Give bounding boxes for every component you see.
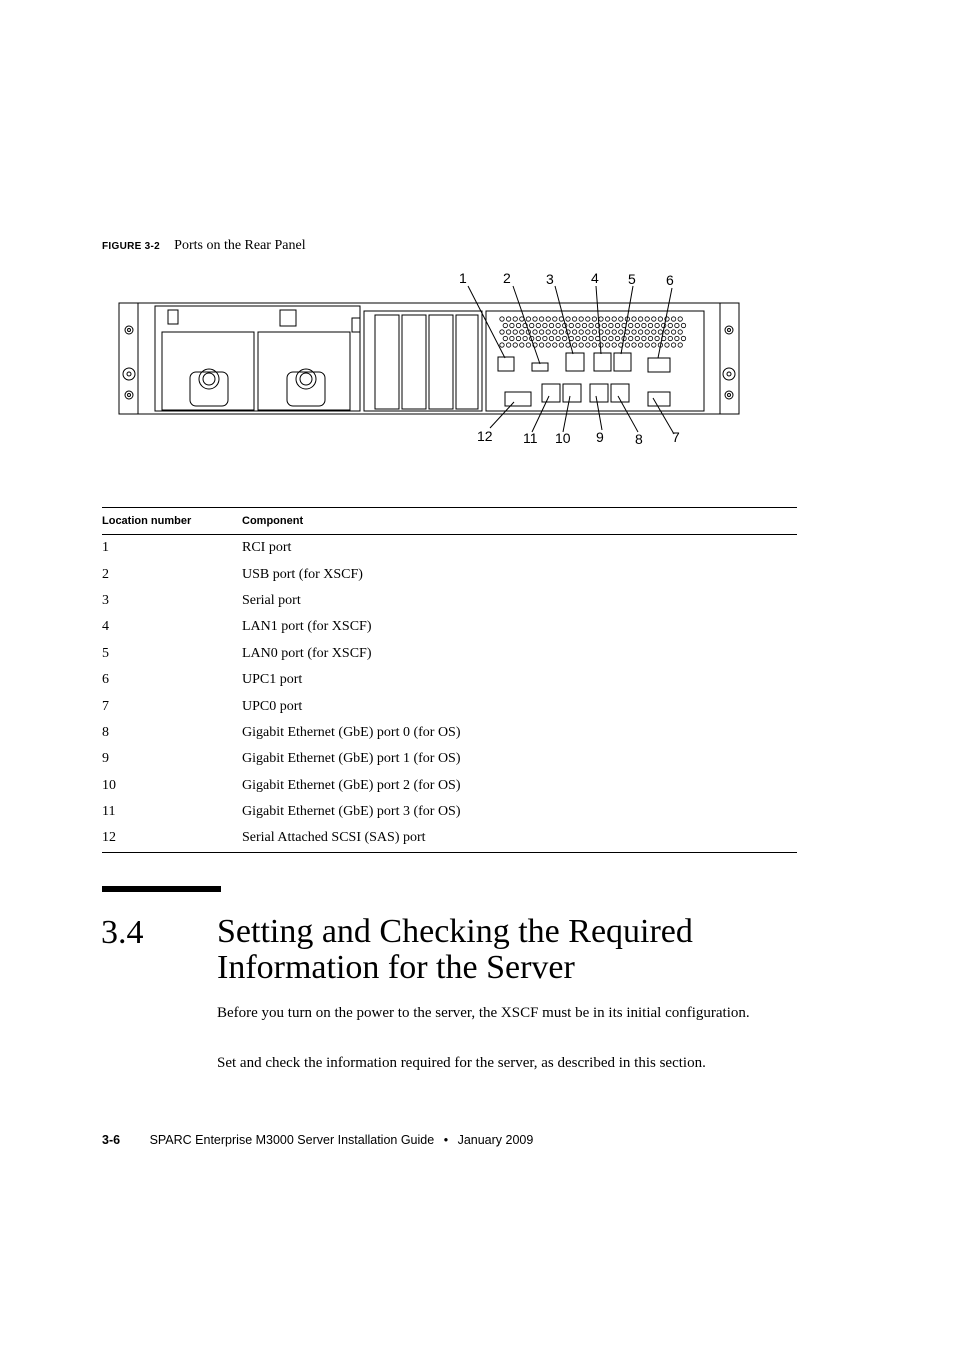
figure-caption bbox=[102, 238, 306, 254]
page-number: 3-6 bbox=[102, 1133, 121, 1147]
cell-location: 8 bbox=[102, 724, 109, 740]
cell-component: Gigabit Ethernet (GbE) port 2 (for OS) bbox=[242, 777, 461, 793]
cell-location: 12 bbox=[102, 830, 116, 846]
cell-component: Serial port bbox=[242, 592, 301, 608]
callout-8: 8 bbox=[635, 431, 643, 447]
cell-location: 1 bbox=[102, 540, 109, 556]
cell-location: 7 bbox=[102, 698, 109, 714]
cell-component: LAN1 port (for XSCF) bbox=[242, 619, 372, 635]
gbe1-port bbox=[590, 384, 608, 402]
callout-10: 10 bbox=[555, 430, 571, 446]
cell-component: USB port (for XSCF) bbox=[242, 566, 363, 582]
cell-component: Gigabit Ethernet (GbE) port 0 (for OS) bbox=[242, 724, 461, 740]
callout-3: 3 bbox=[546, 271, 554, 287]
cell-component: UPC0 port bbox=[242, 698, 303, 714]
callout-7: 7 bbox=[672, 429, 680, 445]
cell-location: 3 bbox=[102, 592, 109, 608]
table-row bbox=[102, 746, 797, 772]
section-title-line-1: Setting and Checking the Required bbox=[217, 913, 693, 950]
page-footer bbox=[102, 1133, 533, 1147]
cell-component: Serial Attached SCSI (SAS) port bbox=[242, 830, 426, 846]
cell-location: 9 bbox=[102, 751, 109, 767]
usb-port bbox=[532, 363, 548, 371]
table-header bbox=[102, 508, 797, 535]
table-row bbox=[102, 588, 797, 614]
table-row bbox=[102, 561, 797, 587]
cell-location: 5 bbox=[102, 645, 109, 661]
sas-port bbox=[505, 392, 531, 406]
gbe3-port bbox=[542, 384, 560, 402]
header-location: Location number bbox=[102, 515, 192, 527]
psu-1 bbox=[258, 332, 350, 410]
cell-component: Gigabit Ethernet (GbE) port 3 (for OS) bbox=[242, 804, 461, 820]
footer-separator: • bbox=[443, 1133, 449, 1147]
gbe2-port bbox=[563, 384, 581, 402]
cell-location: 6 bbox=[102, 672, 109, 688]
section-rule bbox=[102, 886, 221, 892]
figure-label: FIGURE 3-2 bbox=[102, 241, 161, 252]
cell-location: 4 bbox=[102, 619, 109, 635]
table-row bbox=[102, 614, 797, 640]
serial-port bbox=[566, 353, 584, 371]
table-row bbox=[102, 693, 797, 719]
doc-date: January 2009 bbox=[457, 1133, 534, 1147]
callout-5: 5 bbox=[628, 271, 636, 287]
cell-component: LAN0 port (for XSCF) bbox=[242, 645, 372, 661]
table-row bbox=[102, 667, 797, 693]
psu-0 bbox=[162, 332, 254, 410]
cell-component: Gigabit Ethernet (GbE) port 1 (for OS) bbox=[242, 751, 461, 767]
table-row bbox=[102, 773, 797, 799]
doc-title: SPARC Enterprise M3000 Server Installation Guide bbox=[149, 1133, 435, 1147]
lan0-port bbox=[614, 353, 631, 371]
rci-port bbox=[498, 357, 514, 371]
cell-location: 11 bbox=[102, 804, 116, 820]
section-title-line-2: Information for the Server bbox=[217, 949, 575, 986]
callout-12: 12 bbox=[477, 428, 493, 444]
paragraph-1: Before you turn on the power to the server, the XSCF must be in its initial configuration. bbox=[217, 1005, 750, 1021]
table-row bbox=[102, 641, 797, 667]
section-title bbox=[217, 914, 837, 986]
upc0-port bbox=[648, 392, 670, 406]
header-component: Component bbox=[242, 515, 304, 527]
table-body bbox=[102, 535, 797, 852]
paragraph-2: Set and check the information required for the server, as described in this section. bbox=[217, 1055, 706, 1071]
rear-panel-diagram bbox=[100, 262, 745, 452]
cell-component: UPC1 port bbox=[242, 672, 303, 688]
callout-11: 11 bbox=[523, 430, 538, 446]
callout-2: 2 bbox=[503, 270, 511, 286]
lan1-port bbox=[594, 353, 611, 371]
figure-title: Ports on the Rear Panel bbox=[174, 238, 306, 253]
callout-4: 4 bbox=[591, 270, 599, 286]
table-row bbox=[102, 799, 797, 825]
port-table bbox=[102, 507, 797, 853]
callout-6: 6 bbox=[666, 272, 674, 288]
section-number: 3.4 bbox=[101, 914, 144, 951]
cell-component: RCI port bbox=[242, 540, 292, 556]
table-row bbox=[102, 720, 797, 746]
callout-1: 1 bbox=[459, 270, 467, 286]
cell-location: 10 bbox=[102, 777, 116, 793]
callout-9: 9 bbox=[596, 429, 604, 445]
table-row bbox=[102, 535, 797, 561]
cell-location: 2 bbox=[102, 566, 109, 582]
upc1-port bbox=[648, 358, 670, 372]
table-row bbox=[102, 825, 797, 851]
